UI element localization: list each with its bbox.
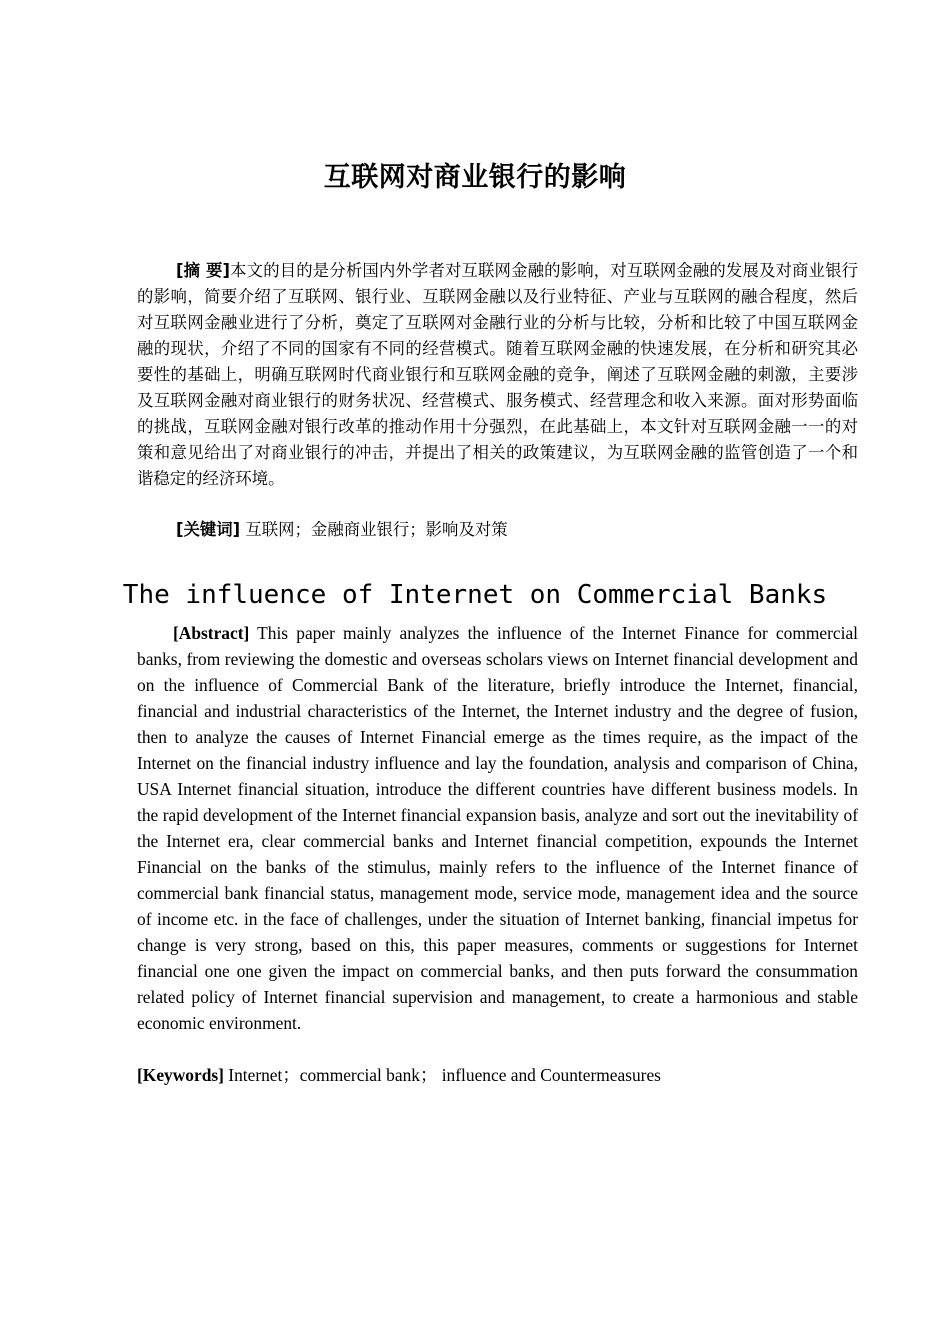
chinese-keywords [176, 517, 858, 543]
english-abstract-text: This paper mainly analyzes the influence of the Internet Finance for commercial banks, from reviewing the domestic and overseas scholars views on Internet financial development and on the influence of Commercial Bank of the literature, briefly introduce the Internet, financial, financial and industrial characteristics of the Internet, the Internet industry and the degree of fusion, then to analyze the causes of Internet Financial emerge as the times require, as the impact of the Internet on the financial industry influence and lay the foundation, analysis and comparison of China, USA Internet financial situation, introduce the different countries have different business models. In the rapid development of the Internet financial expansion basis, analyze and sort out the inevitability of the Internet era, clear commercial banks and Internet financial competition, expounds the Internet Financial on the banks of the stimulus, mainly refers to the influence of the Internet finance of commercial bank financial status, management mode, service mode, management idea and the source of income etc. in the face of challenges, under the situation of Internet banking, financial impetus for change is very strong, based on this, this paper measures, comments or suggestions for Internet financial one one given the impact on commercial banks, and then puts forward the consummation related policy of Internet financial supervision and management, to create a harmonious and stable economic environment. [137, 623, 858, 1033]
english-keywords [137, 1062, 858, 1088]
english-title: The influence of Internet on Commercial Banks [122, 580, 828, 610]
english-abstract-label: [Abstract] [173, 623, 250, 643]
english-keywords-text: Internet；commercial bank； influence and Countermeasures [223, 1065, 661, 1085]
chinese-title: 互联网对商业银行的影响 [323, 162, 627, 193]
chinese-abstract [137, 258, 858, 492]
english-abstract [137, 620, 858, 1036]
chinese-abstract-label: [摘 要] [176, 261, 231, 280]
english-keywords-label: [Keywords] [137, 1065, 224, 1085]
chinese-keywords-label: [关键词] [176, 520, 241, 539]
chinese-keywords-text: 互联网；金融商业银行；影响及对策 [240, 520, 508, 539]
chinese-abstract-text: 本文的目的是分析国内外学者对互联网金融的影响，对互联网金融的发展及对商业银行的影响，简要介绍了互联网、银行业、互联网金融以及行业特征、产业与互联网的融合程度，然后对互联网金融业进行了分析，奠定了互联网对金融行业的分析与比较，分析和比较了中国互联网金融的现状，介绍了不同的国家有不同的经营模式。随着互联网金融的快速发展，在分析和研究其必要性的基础上，明确互联网时代商业银行和互联网金融的竞争，阐述了互联网金融的刺激，主要涉及互联网金融对商业银行的财务状况、经营模式、服务模式、经营理念和收入来源。面对形势面临的挑战，互联网金融对银行改革的推动作用十分强烈，在此基础上，本文针对互联网金融一一的对策和意见给出了对商业银行的冲击，并提出了相关的政策建议，为互联网金融的监管创造了一个和谐稳定的经济环境。 [137, 261, 858, 488]
